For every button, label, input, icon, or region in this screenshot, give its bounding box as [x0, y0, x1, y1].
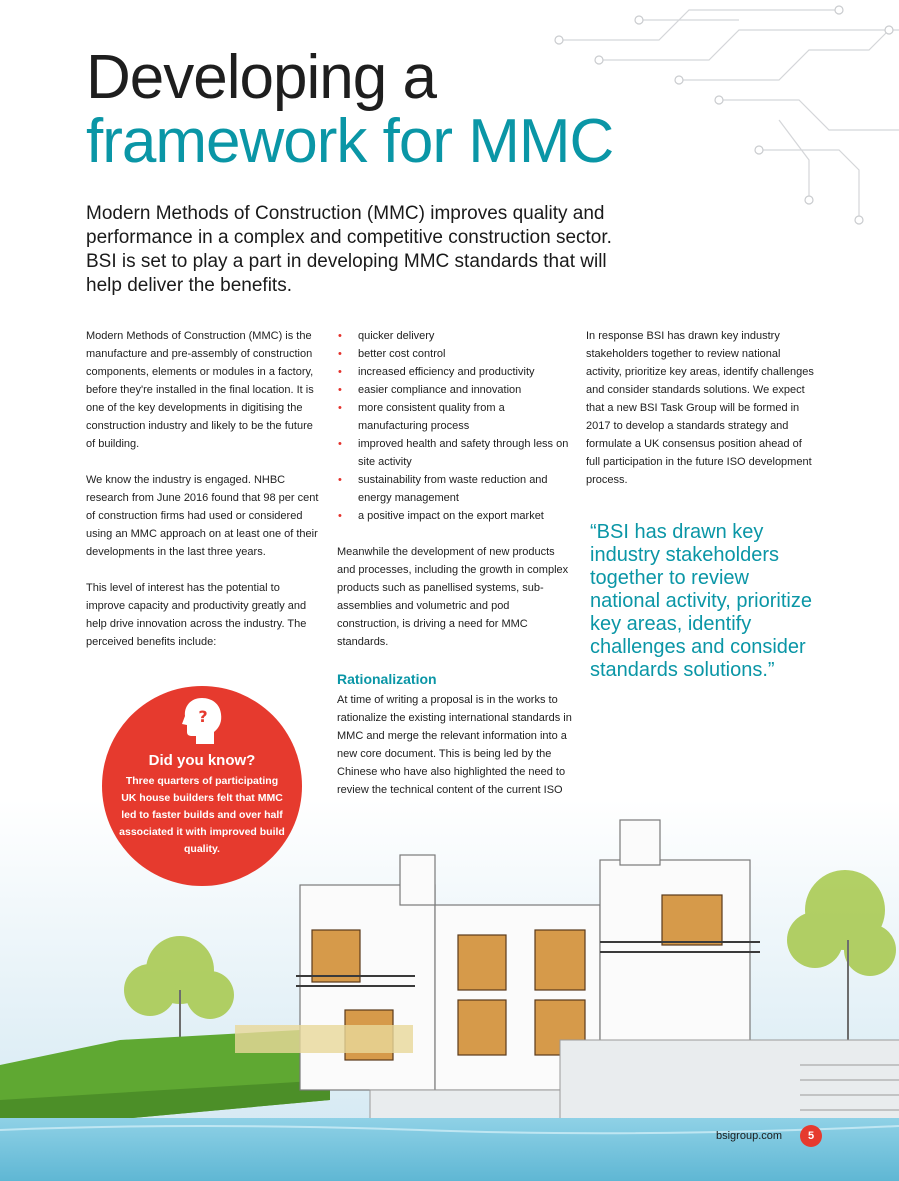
col2-paragraph-1: Meanwhile the development of new products and processes, including the growth in complex products such as panellised systems, sub-assemblies and volumetric and pod construction, is driving a need for MMC standards. — [337, 546, 569, 648]
list-item: • better cost control — [337, 345, 572, 363]
rationalization-heading: Rationalization — [337, 671, 437, 687]
pull-quote: “BSI has drawn key industry stakeholders together to review national activity, prioritize key areas, identify challenges and consider standards solutions.” — [590, 521, 812, 681]
title-line-1: Developing a — [86, 43, 436, 112]
col2-paragraph-2: At time of writing a proposal is in the works to rationalize the existing international standards in MMC and merge the relevant information into a new core document. This is being led by the Chinese who have also highlighted the need to review the technical content of the current ISO — [337, 694, 572, 796]
list-item: • quicker delivery — [337, 327, 572, 345]
page-number: 5 — [800, 1125, 822, 1147]
title-line-2: framework for MMC — [86, 107, 614, 176]
list-item: • easier compliance and innovation — [337, 381, 572, 399]
did-you-know-callout — [102, 686, 302, 886]
benefits-list — [337, 327, 572, 525]
intro-paragraph: Modern Methods of Construction (MMC) improves quality and performance in a complex and competitive construction sector. BSI is set to play a part in developing MMC standards that will help deliver the benefits. — [86, 203, 612, 296]
list-item: • a positive impact on the export market — [337, 507, 572, 525]
page-title — [86, 43, 614, 176]
list-item: • sustainability from waste reduction and energy management — [337, 471, 572, 507]
col1-paragraph-1: Modern Methods of Construction (MMC) is the manufacture and pre-assembly of construction components, elements or modules in a factory, before they're installed in the final location. It is one of the key developments in digitising the construction industry and likely to be the future of building. — [86, 330, 314, 450]
column-1 — [86, 327, 321, 669]
list-item: • increased efficiency and productivity — [337, 363, 572, 381]
column-3 — [586, 327, 816, 507]
did-you-know-text: Three quarters of participating UK house builders felt that MMC led to faster builds and over half associated it with improved build quality. — [119, 775, 285, 855]
did-you-know-heading: Did you know? — [148, 752, 256, 769]
col1-paragraph-2: We know the industry is engaged. NHBC research from June 2016 found that 98 per cent of construction firms had used or considered using an MMC approach on at least one of their developments in the last three years. — [86, 474, 319, 558]
thinking-head-icon — [176, 694, 228, 746]
footer-url[interactable]: bsigroup.com — [716, 1130, 783, 1142]
list-item: • more consistent quality from a manufacturing process — [337, 399, 572, 435]
list-item: • improved health and safety through less on site activity — [337, 435, 572, 471]
head-icon-text: ? — [198, 707, 208, 726]
column-2 — [337, 327, 572, 853]
col3-paragraph-1: In response BSI has drawn key industry stakeholders together to review national activity, prioritize key areas, identify challenges and consider standards solutions. We expect that a new BSI Task Group will be formed in 2017 to develop a standards strategy and formulate a UK consensus position ahead of full participation in the future ISO development process. — [586, 330, 814, 486]
col1-paragraph-3: This level of interest has the potential to improve capacity and productivity greatly and help drive innovation across the industry. The perceived benefits include: — [86, 582, 307, 648]
